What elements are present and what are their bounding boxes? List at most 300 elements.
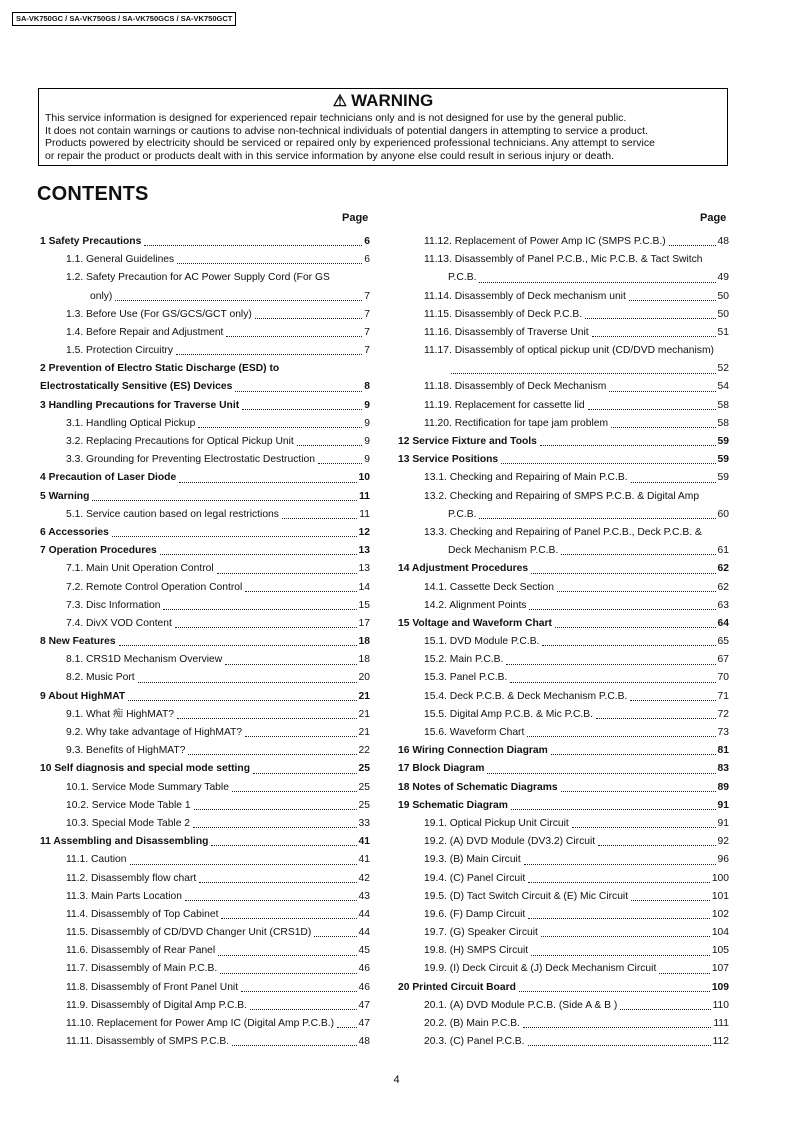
dot-leader (179, 482, 356, 483)
toc-entry-page: 62 (717, 563, 729, 575)
toc-entry[interactable] (40, 269, 370, 287)
dot-leader (555, 627, 716, 628)
toc-entry[interactable] (40, 560, 370, 578)
toc-entry-label: 5 Warning (40, 490, 90, 502)
toc-entry[interactable] (40, 706, 370, 724)
toc-entry-page: 107 (711, 963, 729, 975)
toc-entry-page: 7 (364, 308, 370, 320)
dot-leader (629, 300, 716, 301)
toc-entry-label: 12 Service Fixture and Tools (398, 436, 537, 448)
dot-leader (598, 845, 715, 846)
toc-entry-page: 9 (364, 436, 370, 448)
toc-entry-page: 41 (358, 836, 370, 848)
toc-entry[interactable] (398, 597, 729, 615)
toc-entry-label: 3.1. Handling Optical Pickup (66, 417, 196, 429)
toc-entry-label: 11.4. Disassembly of Top Cabinet (66, 908, 219, 920)
toc-entry-label: 11.2. Disassembly flow chart (66, 872, 197, 884)
toc-entry[interactable] (40, 942, 370, 960)
dot-leader (501, 463, 715, 464)
toc-entry-label: 19.5. (D) Tact Switch Circuit & (E) Mic Circuit (424, 890, 629, 902)
toc-entry-page: 7 (364, 290, 370, 302)
page-number: 4 (393, 1074, 400, 1086)
dot-leader (232, 1045, 356, 1046)
toc-entry-label: 1.4. Before Repair and Adjustment (66, 326, 224, 338)
dot-leader (211, 845, 356, 846)
dot-leader (235, 391, 362, 392)
toc-entry-label: 9.1. What 痴 HighMAT? (66, 708, 174, 720)
toc-entry[interactable] (398, 506, 729, 524)
toc-entry-label: 9 About HighMAT (40, 690, 126, 702)
toc-entry-label: 11.1. Caution (66, 854, 127, 866)
toc-entry[interactable] (398, 633, 729, 651)
toc-entry[interactable] (40, 415, 370, 433)
dot-leader (528, 882, 710, 883)
dot-leader (221, 918, 356, 919)
toc-entry-label: 19.8. (H) SMPS Circuit (424, 945, 529, 957)
toc-entry[interactable] (398, 306, 729, 324)
toc-entry-page: 83 (717, 763, 729, 775)
dot-leader (250, 1009, 356, 1010)
dot-leader (572, 827, 716, 828)
toc-entry-label: 9.3. Benefits of HighMAT? (66, 745, 186, 757)
dot-leader (528, 1045, 711, 1046)
toc-entry[interactable] (40, 742, 370, 760)
toc-entry[interactable] (398, 779, 729, 797)
dot-leader (620, 1009, 710, 1010)
toc-entry-page: 14 (358, 581, 370, 593)
dot-leader (245, 736, 356, 737)
toc-entry[interactable] (398, 888, 729, 906)
dot-leader (588, 409, 716, 410)
toc-entry[interactable] (398, 851, 729, 869)
toc-entry-page: 89 (717, 781, 729, 793)
toc-entry-page: 50 (717, 290, 729, 302)
page-column-header-right: Page (700, 212, 727, 224)
toc-entry[interactable] (40, 1033, 370, 1051)
contents-title: CONTENTS (37, 183, 149, 205)
dot-leader (175, 627, 357, 628)
toc-entry[interactable] (398, 524, 729, 542)
dot-leader (479, 282, 715, 283)
dot-leader (193, 827, 357, 828)
toc-entry-label: 11.11. Disassembly of SMPS P.C.B. (66, 1036, 230, 1048)
toc-entry[interactable] (40, 288, 370, 306)
toc-entry[interactable] (398, 724, 729, 742)
toc-entry-page: 18 (358, 636, 370, 648)
toc-entry-label: 15.5. Digital Amp P.C.B. & Mic P.C.B. (424, 708, 594, 720)
toc-entry-label: 19.2. (A) DVD Module (DV3.2) Circuit (424, 836, 596, 848)
toc-entry-page: 70 (717, 672, 729, 684)
toc-entry-label: 20.3. (C) Panel P.C.B. (424, 1036, 525, 1048)
toc-entry-page: 102 (711, 908, 729, 920)
toc-entry[interactable] (398, 1015, 729, 1033)
toc-entry-page: 15 (358, 599, 370, 611)
toc-entry-label: P.C.B. (448, 272, 477, 284)
toc-entry-page: 9 (364, 454, 370, 466)
dot-leader (511, 809, 716, 810)
toc-entry-label: 20.2. (B) Main P.C.B. (424, 1018, 520, 1030)
toc-entry-label: 14.2. Alignment Points (424, 599, 527, 611)
toc-entry-label: 8.2. Music Port (66, 672, 135, 684)
toc-entry-label: 11.9. Disassembly of Digital Amp P.C.B. (66, 999, 248, 1011)
toc-entry-page: 48 (717, 235, 729, 247)
toc-entry-page: 54 (717, 381, 729, 393)
toc-entry-label: P.C.B. (448, 508, 477, 520)
toc-entry-page: 64 (717, 617, 729, 629)
toc-entry-label: 15.4. Deck P.C.B. & Deck Mechanism P.C.B. (424, 690, 628, 702)
toc-entry-label: 3.3. Grounding for Preventing Electrostatic Destruction (66, 454, 315, 466)
toc-entry-label: 16 Wiring Connection Diagram (398, 745, 548, 757)
dot-leader (92, 500, 357, 501)
toc-entry[interactable] (40, 379, 370, 397)
toc-entry-page: 65 (717, 636, 729, 648)
toc-entry[interactable] (40, 542, 370, 560)
toc-entry[interactable] (398, 942, 729, 960)
toc-entry[interactable] (398, 397, 729, 415)
toc-entry[interactable] (40, 506, 370, 524)
toc-entry-page: 25 (358, 781, 370, 793)
dot-leader (510, 682, 715, 683)
toc-entry-page: 20 (358, 672, 370, 684)
toc-entry-page: 51 (717, 326, 729, 338)
toc-entry-label: 13.3. Checking and Repairing of Panel P.C.B., Deck P.C.B. & (424, 526, 702, 538)
toc-entry[interactable] (40, 524, 370, 542)
toc-entry[interactable] (40, 979, 370, 997)
toc-entry[interactable] (398, 379, 729, 397)
toc-entry[interactable] (40, 651, 370, 669)
toc-entry-label: 1.5. Protection Circuitry (66, 345, 174, 357)
warning-text (39, 112, 727, 162)
toc-entry-label: 15.1. DVD Module P.C.B. (424, 636, 540, 648)
dot-leader (531, 573, 715, 574)
dot-leader (531, 955, 710, 956)
toc-left-column (40, 233, 370, 1051)
toc-entry[interactable] (398, 288, 729, 306)
dot-leader (631, 482, 716, 483)
toc-entry-page: 71 (717, 690, 729, 702)
toc-entry-page: 59 (717, 472, 729, 484)
toc-entry[interactable] (40, 760, 370, 778)
toc-entry-page: 7 (364, 326, 370, 338)
toc-entry-page: 7 (364, 345, 370, 357)
toc-entry-label: 19.9. (I) Deck Circuit & (J) Deck Mechanism Circuit (424, 963, 657, 975)
toc-entry[interactable] (40, 324, 370, 342)
toc-entry-label: 11.12. Replacement of Power Amp IC (SMPS P.C.B.) (424, 235, 666, 247)
warning-title (39, 91, 727, 112)
toc-entry-label: 11.20. Rectification for tape jam problem (424, 417, 609, 429)
toc-entry-label: 9.2. Why take advantage of HighMAT? (66, 727, 243, 739)
toc-entry-label: 5.1. Service caution based on legal restrictions (66, 508, 279, 520)
dot-leader (163, 609, 356, 610)
toc-entry-page: 45 (358, 945, 370, 957)
dot-leader (115, 300, 362, 301)
toc-entry[interactable] (398, 360, 729, 378)
toc-entry-page: 96 (717, 854, 729, 866)
toc-entry-label: 3 Handling Precautions for Traverse Unit (40, 399, 240, 411)
toc-entry-page: 44 (358, 908, 370, 920)
toc-entry[interactable] (40, 833, 370, 851)
toc-entry-page: 11 (359, 490, 370, 502)
toc-entry[interactable] (398, 688, 729, 706)
toc-entry[interactable] (398, 560, 729, 578)
dot-leader (177, 263, 362, 264)
toc-entry-page: 58 (717, 417, 729, 429)
toc-entry[interactable] (398, 979, 729, 997)
warning-title-text: WARNING (351, 91, 434, 110)
toc-entry-label: 10.3. Special Mode Table 2 (66, 817, 191, 829)
toc-entry[interactable] (398, 706, 729, 724)
toc-entry[interactable] (398, 451, 729, 469)
toc-right-column (398, 233, 729, 1051)
toc-entry-page: 11 (359, 508, 370, 520)
toc-entry-label: 11.13. Disassembly of Panel P.C.B., Mic P.C.B. & Tact Switch (424, 254, 703, 266)
toc-entry-page: 41 (358, 854, 370, 866)
dot-leader (527, 736, 715, 737)
toc-entry[interactable] (398, 961, 729, 979)
dot-leader (119, 645, 357, 646)
dot-leader (611, 427, 715, 428)
dot-leader (519, 991, 710, 992)
toc-entry[interactable] (398, 760, 729, 778)
toc-entry[interactable] (40, 233, 370, 251)
warning-box (38, 88, 728, 166)
toc-entry[interactable] (40, 615, 370, 633)
toc-entry-page: 18 (358, 654, 370, 666)
toc-entry[interactable] (398, 833, 729, 851)
toc-entry[interactable] (40, 779, 370, 797)
toc-entry-label: 11.14. Disassembly of Deck mechanism unit (424, 290, 626, 302)
toc-entry[interactable] (40, 451, 370, 469)
toc-entry-label: 7.4. DivX VOD Content (66, 617, 172, 629)
dot-leader (542, 645, 715, 646)
toc-entry[interactable] (398, 324, 729, 342)
dot-leader (659, 973, 710, 974)
toc-entry-page: 109 (711, 981, 729, 993)
toc-entry[interactable] (40, 797, 370, 815)
toc-entry[interactable] (398, 269, 729, 287)
toc-entry-label: 1.2. Safety Precaution for AC Power Supply Cord (For GS (66, 272, 330, 284)
toc-entry-label: 18 Notes of Schematic Diagrams (398, 781, 558, 793)
toc-entry[interactable] (398, 251, 729, 269)
toc-entry-page: 72 (717, 708, 729, 720)
dot-leader (245, 591, 356, 592)
toc-entry-page: 9 (364, 417, 370, 429)
toc-entry[interactable] (398, 670, 729, 688)
toc-entry[interactable] (398, 651, 729, 669)
toc-entry[interactable] (40, 688, 370, 706)
toc-entry-label: 1.1. General Guidelines (66, 254, 175, 266)
toc-entry[interactable] (40, 961, 370, 979)
toc-entry-label: 15.6. Waveform Chart (424, 727, 525, 739)
toc-entry[interactable] (398, 415, 729, 433)
toc-entry-label: 1.3. Before Use (For GS/GCS/GCT only) (66, 308, 252, 320)
toc-entry-label: 11.17. Disassembly of optical pickup unit (CD/DVD mechanism) (424, 345, 714, 357)
toc-entry[interactable] (40, 906, 370, 924)
toc-entry-label: 19.3. (B) Main Circuit (424, 854, 521, 866)
toc-entry[interactable] (40, 433, 370, 451)
dot-leader (130, 864, 357, 865)
toc-entry-page: 59 (717, 436, 729, 448)
toc-entry-page: 50 (717, 308, 729, 320)
dot-leader (188, 754, 356, 755)
toc-entry-page: 92 (717, 836, 729, 848)
toc-entry-label: 19.6. (F) Damp Circuit (424, 908, 526, 920)
dot-leader (226, 336, 362, 337)
toc-entry[interactable] (398, 870, 729, 888)
toc-entry-label: 19.1. Optical Pickup Unit Circuit (424, 817, 569, 829)
toc-entry-label: 15.3. Panel P.C.B. (424, 672, 508, 684)
toc-entry[interactable] (40, 469, 370, 487)
toc-entry-page: 112 (712, 1036, 729, 1048)
toc-entry-page: 47 (358, 999, 370, 1011)
toc-entry[interactable] (398, 433, 729, 451)
dot-leader (596, 718, 716, 719)
toc-entry[interactable] (398, 797, 729, 815)
toc-entry-page: 110 (712, 999, 729, 1011)
dot-leader (144, 245, 362, 246)
toc-entry-page: 91 (717, 799, 729, 811)
toc-entry-page: 10 (358, 472, 370, 484)
toc-entry-label: 11.8. Disassembly of Front Panel Unit (66, 981, 239, 993)
toc-entry[interactable] (40, 633, 370, 651)
dot-leader (112, 536, 357, 537)
toc-entry-page: 33 (358, 817, 370, 829)
toc-entry[interactable] (40, 397, 370, 415)
warning-line: It does not contain warnings or cautions to advise non-technical individuals of potential dangers in attempting to service a product. (45, 124, 648, 137)
toc-entry[interactable] (398, 997, 729, 1015)
toc-entry[interactable] (40, 851, 370, 869)
toc-entry[interactable] (40, 342, 370, 360)
toc-entry-label: 19.7. (G) Speaker Circuit (424, 927, 538, 939)
toc-entry[interactable] (40, 306, 370, 324)
toc-entry-label: 19 Schematic Diagram (398, 799, 508, 811)
toc-entry-page: 43 (358, 890, 370, 902)
toc-entry[interactable] (398, 233, 729, 251)
toc-entry[interactable] (40, 488, 370, 506)
toc-entry[interactable] (40, 360, 370, 378)
toc-entry-label: 11 Assembling and Disassembling (40, 836, 209, 848)
toc-entry[interactable] (398, 1033, 729, 1051)
dot-leader (218, 955, 356, 956)
toc-entry-page: 25 (358, 763, 370, 775)
dot-leader (631, 900, 710, 901)
toc-entry-page: 21 (358, 727, 370, 739)
warning-line: or repair the product or products dealt with in this service information by anyone else could result in serious injury or death. (45, 149, 615, 162)
toc-entry-label: 20.1. (A) DVD Module P.C.B. (Side A & B ) (424, 999, 618, 1011)
toc-entry[interactable] (40, 870, 370, 888)
dot-leader (551, 754, 716, 755)
toc-entry-label: 7.3. Disc Information (66, 599, 161, 611)
dot-leader (529, 609, 715, 610)
dot-leader (524, 864, 716, 865)
dot-leader (225, 664, 356, 665)
toc-entry[interactable] (398, 542, 729, 560)
toc-entry[interactable] (40, 670, 370, 688)
toc-entry-page: 62 (717, 581, 729, 593)
dot-leader (669, 245, 716, 246)
toc-entry[interactable] (398, 342, 729, 360)
toc-entry[interactable] (398, 615, 729, 633)
toc-entry-label: 11.7. Disassembly of Main P.C.B. (66, 963, 218, 975)
toc-entry-label: 11.3. Main Parts Location (66, 890, 183, 902)
toc-entry[interactable] (398, 906, 729, 924)
toc-entry-label: 3.2. Replacing Precautions for Optical Pickup Unit (66, 436, 294, 448)
toc-entry[interactable] (40, 888, 370, 906)
toc-entry-page: 48 (358, 1036, 370, 1048)
dot-leader (557, 591, 716, 592)
toc-entry[interactable] (40, 251, 370, 269)
toc-entry[interactable] (398, 488, 729, 506)
toc-entry-page: 81 (717, 745, 729, 757)
dot-leader (540, 445, 716, 446)
toc-entry-label: 7.2. Remote Control Operation Control (66, 581, 243, 593)
toc-entry-label: 10 Self diagnosis and special mode setting (40, 763, 251, 775)
warning-triangle-icon: ⚠ (332, 93, 348, 110)
dot-leader (176, 354, 362, 355)
page-column-header-left: Page (342, 212, 369, 224)
toc-entry-label: 1 Safety Precautions (40, 235, 142, 247)
toc-entry-page: 44 (358, 927, 370, 939)
dot-leader (479, 518, 715, 519)
toc-entry-label: 17 Block Diagram (398, 763, 485, 775)
toc-entry-page: 105 (711, 945, 729, 957)
toc-entry-page: 21 (358, 690, 370, 702)
toc-entry[interactable] (40, 579, 370, 597)
dot-leader (199, 882, 356, 883)
toc-entry-page: 42 (358, 872, 370, 884)
dot-leader (160, 554, 357, 555)
toc-entry[interactable] (40, 724, 370, 742)
toc-entry-page: 101 (711, 890, 729, 902)
toc-entry[interactable] (398, 815, 729, 833)
dot-leader (314, 936, 356, 937)
toc-entry[interactable] (40, 924, 370, 942)
toc-entry-page: 100 (711, 872, 729, 884)
toc-entry-page: 60 (717, 508, 729, 520)
dot-leader (198, 427, 362, 428)
toc-entry-page: 12 (358, 526, 370, 538)
dot-leader (609, 391, 715, 392)
toc-entry-page: 63 (717, 599, 729, 611)
toc-entry[interactable] (398, 469, 729, 487)
dot-leader (630, 700, 715, 701)
toc-entry[interactable] (40, 1015, 370, 1033)
dot-leader (528, 918, 710, 919)
toc-entry[interactable] (40, 597, 370, 615)
toc-entry-page: 111 (713, 1018, 729, 1030)
toc-entry[interactable] (398, 579, 729, 597)
dot-leader (217, 573, 357, 574)
toc-entry-page: 21 (358, 708, 370, 720)
toc-entry[interactable] (398, 924, 729, 942)
toc-entry-label: 11.16. Disassembly of Traverse Unit (424, 326, 589, 338)
toc-entry-page: 91 (717, 817, 729, 829)
toc-entry[interactable] (40, 815, 370, 833)
dot-leader (451, 373, 716, 374)
dot-leader (194, 809, 357, 810)
toc-entry[interactable] (40, 997, 370, 1015)
toc-entry[interactable] (398, 742, 729, 760)
dot-leader (592, 336, 716, 337)
toc-entry-label: 14 Adjustment Procedures (398, 563, 529, 575)
dot-leader (561, 791, 716, 792)
dot-leader (282, 518, 357, 519)
warning-line: This service information is designed for experienced repair technicians only and is not designed for use by the general public. (45, 112, 627, 124)
toc-entry-page: 13 (358, 545, 370, 557)
dot-leader (241, 991, 356, 992)
toc-entry-page: 46 (358, 963, 370, 975)
dot-leader (337, 1027, 357, 1028)
